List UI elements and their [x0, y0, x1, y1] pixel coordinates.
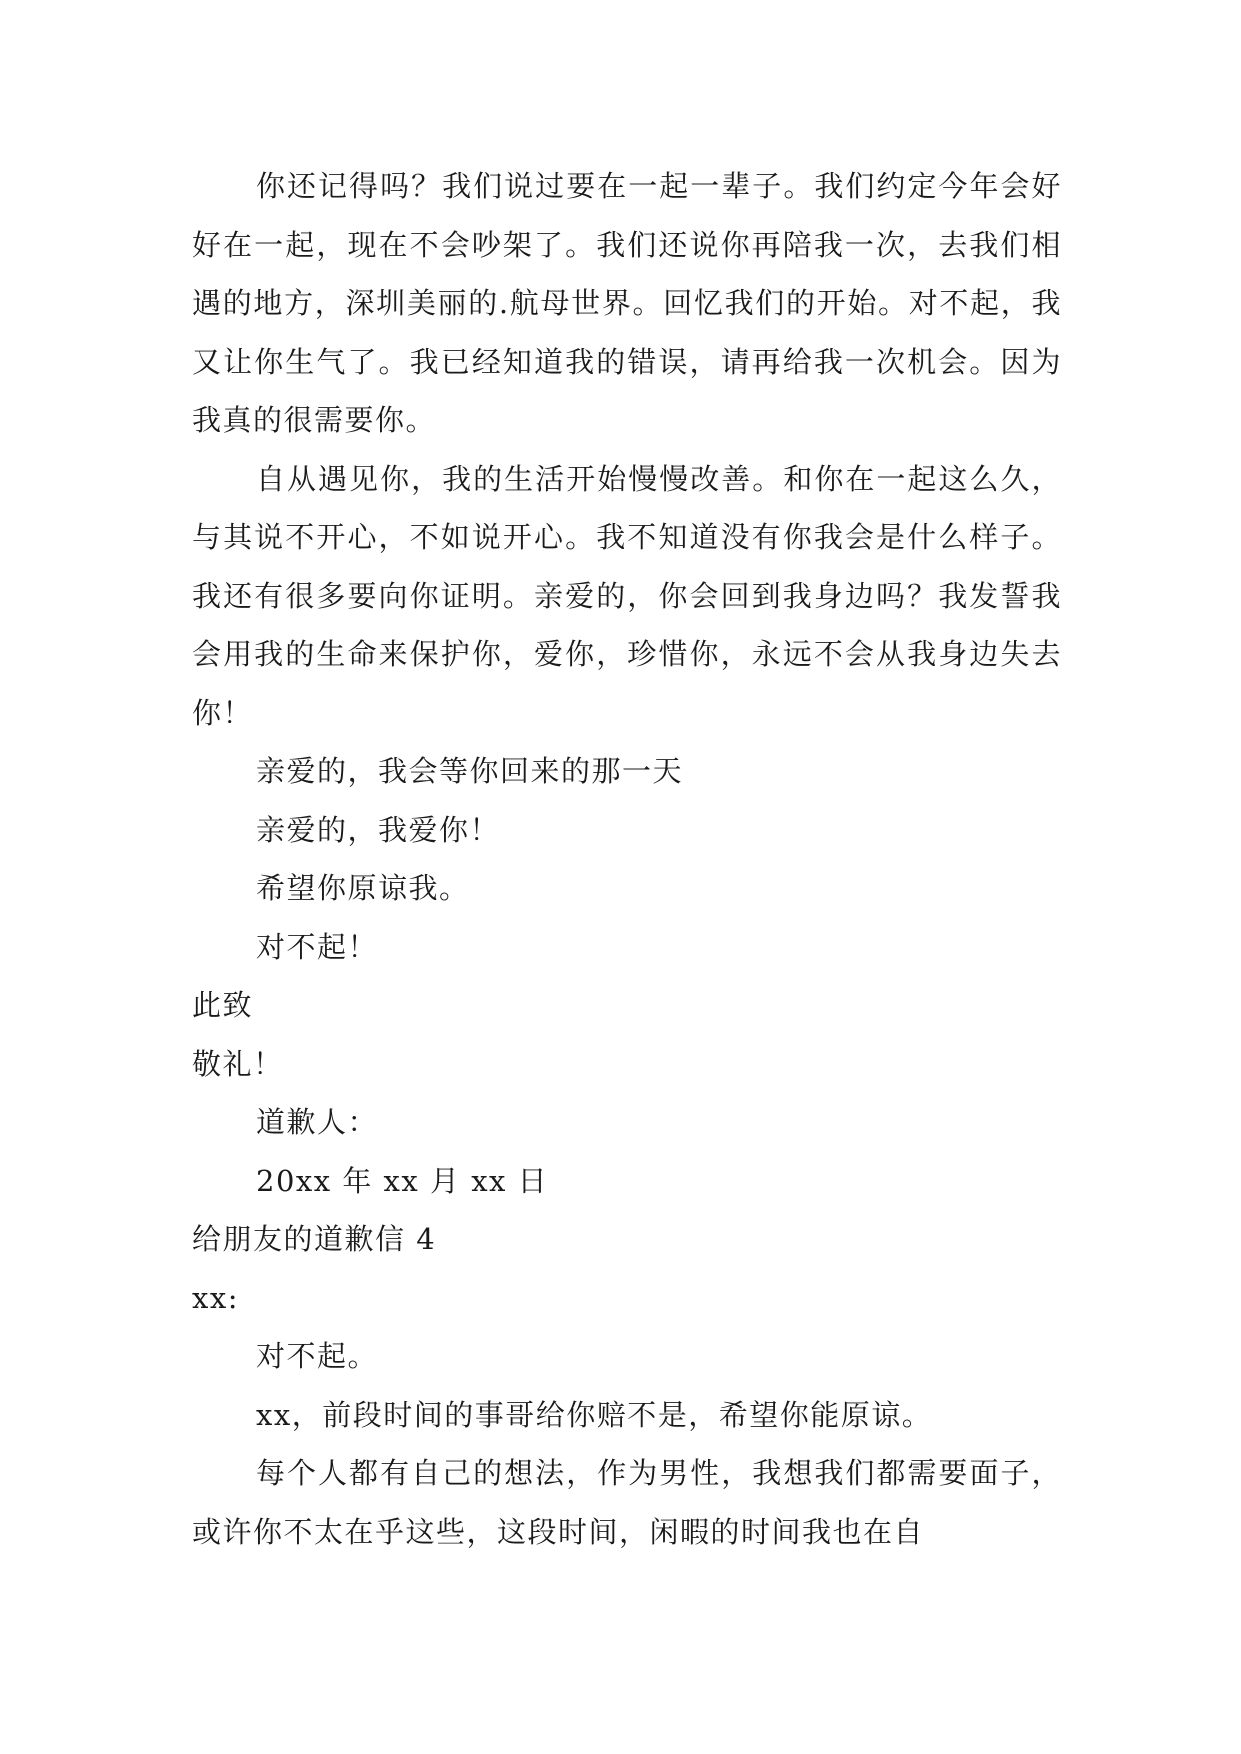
letter-line-sorry: 对不起。 — [256, 1339, 379, 1373]
letter-salutation: xx: — [192, 1280, 239, 1315]
line-forgive: 希望你原谅我。 — [256, 871, 470, 905]
letter-line-apology: xx，前段时间的事哥给你赔不是，希望你能原谅。 — [256, 1397, 933, 1432]
document-body — [192, 157, 1062, 1561]
line-sorry: 对不起！ — [256, 929, 379, 964]
closing-jingli: 敬礼！ — [192, 1046, 284, 1081]
line-love: 亲爱的，我爱你！ — [256, 812, 501, 847]
closing-cizhi: 此致 — [192, 988, 254, 1022]
letter-paragraph: 每个人都有自己的想法，作为男性，我想我们都需要面子，或许你不太在乎这些，这段时间，闲暇的时间我也在自 — [192, 1456, 1062, 1549]
signature-date: 20xx 年 xx 月 xx 日 — [256, 1163, 549, 1198]
line-waiting: 亲爱的，我会等你回来的那一天 — [256, 754, 684, 788]
signature-signer: 道歉人： — [256, 1105, 379, 1139]
letter-title: 给朋友的道歉信 4 — [192, 1222, 437, 1256]
paragraph-memories: 你还记得吗？我们说过要在一起一辈子。我们约定今年会好好在一起，现在不会吵架了。我们还说你再陪我一次，去我们相遇的地方，深圳美丽的.航母世界。回忆我们的开始。对不起，我又让你生气了。我已经知道我的错误，请再给我一次机会。因为我真的很需要你。 — [192, 169, 1062, 437]
paragraph-promise: 自从遇见你，我的生活开始慢慢改善。和你在一起这么久，与其说不开心，不如说开心。我不知道没有你我会是什么样子。我还有很多要向你证明。亲爱的，你会回到我身边吗？我发誓我会用我的生命来保护你，爱你，珍惜你，永远不会从我身边失去你！ — [192, 461, 1062, 730]
